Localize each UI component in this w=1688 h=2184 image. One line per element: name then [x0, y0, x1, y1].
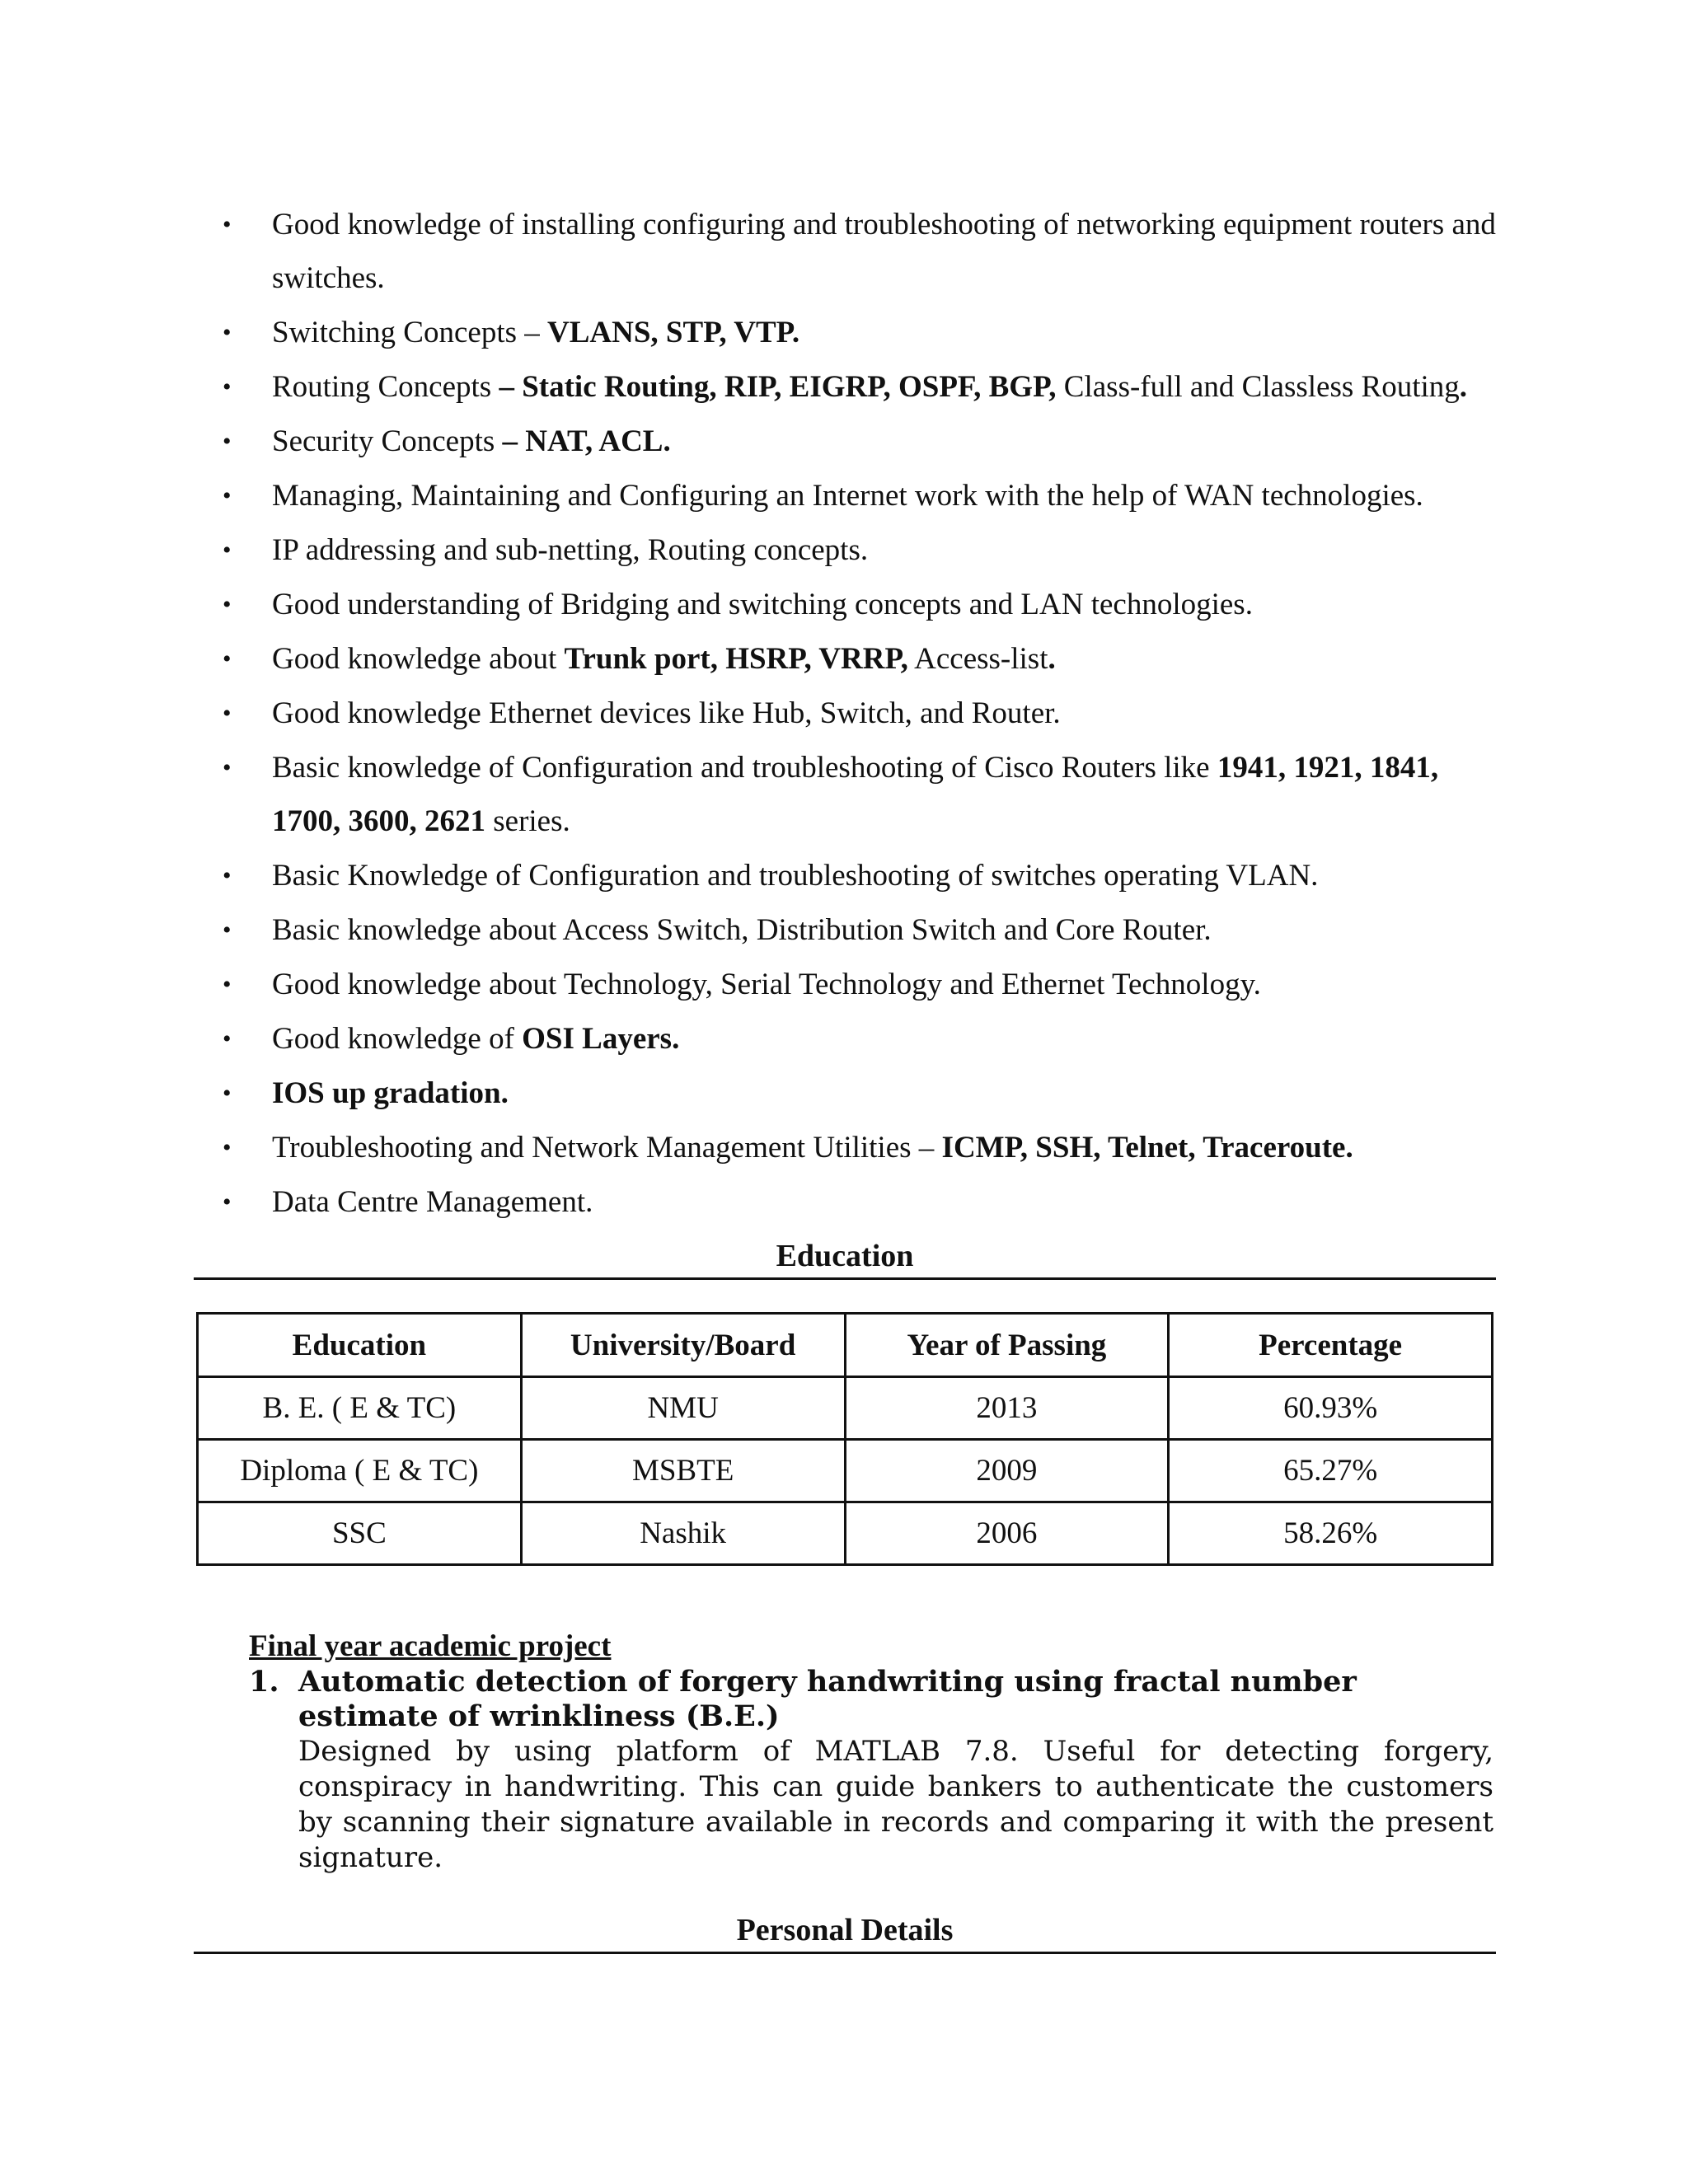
personal-details-heading: Personal Details [194, 1910, 1496, 1954]
text: Good knowledge of installing configuring and troubleshooting of networking equipment routers and switches. [272, 208, 1496, 295]
column-header-education: Education [198, 1314, 522, 1377]
table-cell: 58.26% [1169, 1502, 1493, 1565]
text: Access-list [907, 642, 1048, 676]
bold-text: OSI Layers. [522, 1022, 680, 1056]
list-item [221, 360, 1507, 414]
bold-text: – Static Routing, RIP, EIGRP, OSPF, BGP, [499, 370, 1057, 404]
list-item [221, 306, 1507, 359]
bold-text: – NAT, ACL. [502, 424, 671, 458]
table-row [198, 1440, 1493, 1502]
bullet-icon: • [223, 319, 232, 346]
list-item [221, 632, 1507, 686]
table-cell: Diploma ( E & TC) [198, 1440, 522, 1502]
bullet-icon: • [223, 700, 232, 727]
text: Good understanding of Bridging and switching concepts and LAN technologies. [272, 588, 1253, 621]
project-title [249, 1665, 1493, 1734]
column-header-percentage: Percentage [1169, 1314, 1493, 1377]
bullet-icon: • [223, 1025, 232, 1052]
bullet-icon: • [223, 1080, 232, 1107]
table-cell: SSC [198, 1502, 522, 1565]
bullet-icon: • [223, 482, 232, 509]
list-item [221, 1121, 1507, 1174]
text: Good knowledge about [272, 642, 565, 676]
list-item [221, 903, 1507, 957]
bold-text: Trunk port, HSRP, VRRP, [564, 642, 908, 676]
text: Security Concepts [272, 424, 503, 458]
bullet-icon: • [223, 211, 232, 238]
project-section-heading: Final year academic project [249, 1629, 612, 1663]
bullet-icon: • [223, 373, 232, 401]
bullet-icon: • [223, 537, 232, 564]
bullet-icon: • [223, 1188, 232, 1216]
project-title-text: Automatic detection of forgery handwriting using fractal number estimate of wrinkliness (B.E.) [298, 1665, 1357, 1733]
table-cell: 65.27% [1169, 1440, 1493, 1502]
list-item [221, 198, 1507, 305]
bullet-icon: • [223, 591, 232, 618]
text: Troubleshooting and Network Management Utilities – [272, 1131, 942, 1165]
text: Basic knowledge of Configuration and troubleshooting of Cisco Routers like [272, 751, 1217, 785]
list-item [221, 741, 1507, 848]
table-cell: NMU [521, 1377, 845, 1440]
text: Class-full and Classless Routing [1056, 370, 1460, 404]
table-cell: 2013 [845, 1377, 1169, 1440]
text: Good knowledge of [272, 1022, 523, 1056]
education-table-header-row [198, 1314, 1493, 1377]
table-cell: 60.93% [1169, 1377, 1493, 1440]
list-item [221, 687, 1507, 740]
list-item [221, 1066, 1507, 1120]
table-cell: Nashik [521, 1502, 845, 1565]
text: IP addressing and sub-netting, Routing concepts. [272, 533, 869, 567]
bold-text: . [1048, 642, 1056, 676]
project-description: Designed by using platform of MATLAB 7.8. Useful for detecting forgery, conspiracy in handwriting. This can guide bankers to authenticate the customers by scanning their signature available in records and comparing it with the present signature. [298, 1735, 1493, 1874]
text: Routing Concepts [272, 370, 499, 404]
table-cell: B. E. ( E & TC) [198, 1377, 522, 1440]
text: Good knowledge about Technology, Serial Technology and Ethernet Technology. [272, 968, 1261, 1001]
bold-text: IOS up gradation. [272, 1076, 509, 1110]
list-item [221, 849, 1507, 902]
list-item [221, 958, 1507, 1011]
column-header-university-board: University/Board [521, 1314, 845, 1377]
text: Good knowledge Ethernet devices like Hub, Switch, and Router. [272, 696, 1061, 730]
bold-text: . [1459, 370, 1468, 404]
text: Basic Knowledge of Configuration and troubleshooting of switches operating VLAN. [272, 859, 1319, 893]
bold-text: VLANS, STP, VTP. [547, 316, 800, 349]
bullet-icon: • [223, 971, 232, 998]
bullet-icon: • [223, 916, 232, 944]
text: Basic knowledge about Access Switch, Distribution Switch and Core Router. [272, 913, 1212, 947]
list-item [221, 578, 1507, 631]
list-item [221, 1175, 1507, 1229]
education-section-heading: Education [194, 1236, 1496, 1280]
list-item [221, 523, 1507, 577]
bullet-icon: • [223, 862, 232, 889]
table-cell: MSBTE [521, 1440, 845, 1502]
column-header-year-of-passing: Year of Passing [845, 1314, 1169, 1377]
table-cell: 2006 [845, 1502, 1169, 1565]
list-item [221, 415, 1507, 468]
skills-list [221, 198, 1507, 1230]
list-item [221, 1012, 1507, 1066]
table-cell: 2009 [845, 1440, 1169, 1502]
table-row [198, 1377, 1493, 1440]
text: Switching Concepts – [272, 316, 548, 349]
text: Data Centre Management. [272, 1185, 593, 1219]
bullet-icon: • [223, 645, 232, 673]
bullet-icon: • [223, 1134, 232, 1161]
project-number: 1. [249, 1665, 279, 1699]
project-section [249, 1629, 1493, 1876]
bold-text: 1941, 1921, 1841, 1700, 3600, 2621 [272, 751, 1439, 838]
bullet-icon: • [223, 428, 232, 455]
text: Managing, Maintaining and Configuring an Internet work with the help of WAN technologies. [272, 479, 1423, 513]
text: series. [485, 804, 570, 838]
bullet-icon: • [223, 754, 232, 781]
bold-text: ICMP, SSH, Telnet, Traceroute. [941, 1131, 1353, 1165]
list-item [221, 469, 1507, 523]
table-row [198, 1502, 1493, 1565]
education-table [196, 1312, 1493, 1566]
